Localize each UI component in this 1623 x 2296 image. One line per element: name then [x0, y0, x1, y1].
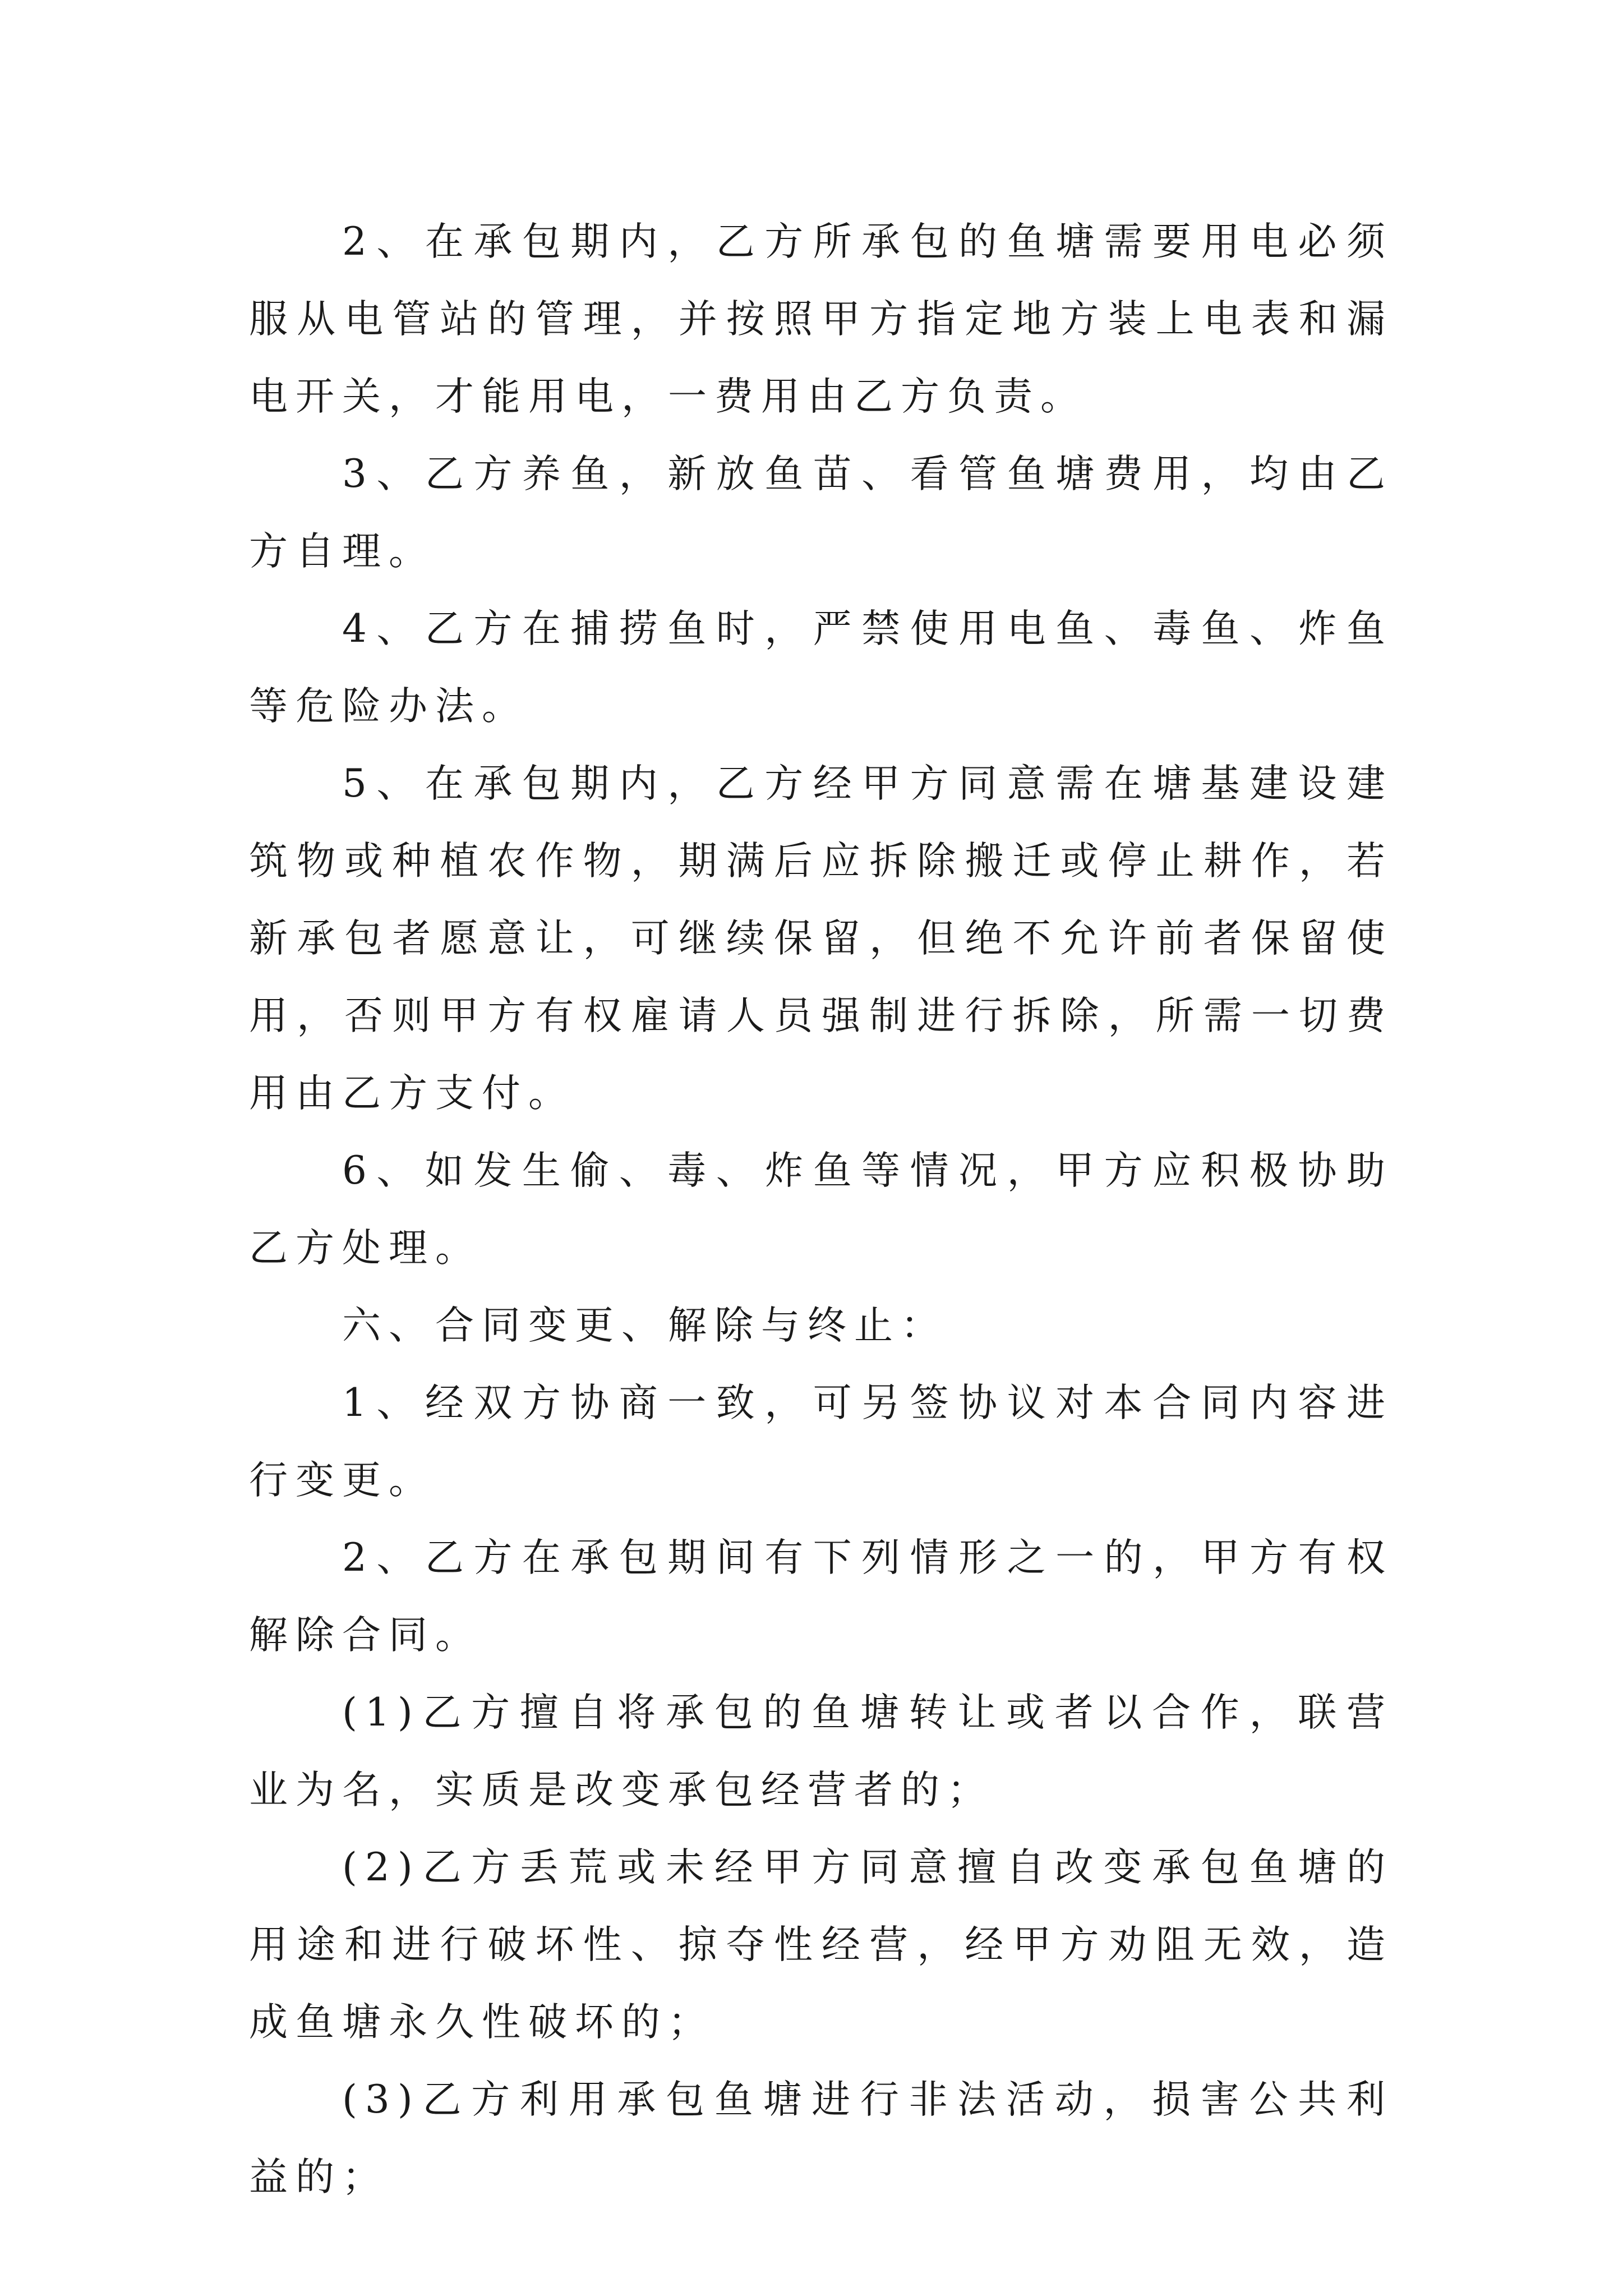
document-body — [249, 203, 1393, 2216]
clause-5-2-paragraph: 2、在承包期内，乙方所承包的鱼塘需要用电必须服从电管站的管理，并按照甲方指定地方装上电表和漏电开关，才能用电，一费用由乙方负责。 — [249, 219, 1393, 419]
clause-6-2-item-3: (3)乙方利用承包鱼塘进行非法活动，损害公共利益的； — [249, 2077, 1393, 2200]
clause-5-6-paragraph: 6、如发生偷、毒、炸鱼等情况，甲方应积极协助乙方处理。 — [249, 1148, 1393, 1271]
clause-6-2-paragraph: 2、乙方在承包期间有下列情形之一的，甲方有权解除合同。 — [249, 1535, 1393, 1658]
clause-5-3-paragraph: 3、乙方养鱼，新放鱼苗、看管鱼塘费用，均由乙方自理。 — [249, 452, 1393, 574]
clause-6-2-item-2: (2)乙方丢荒或未经甲方同意擅自改变承包鱼塘的用途和进行破坏性、掠夺性经营，经甲方劝阻无效，造成鱼塘永久性破坏的； — [249, 1845, 1393, 2045]
section-6-heading: 六、合同变更、解除与终止： — [342, 1303, 947, 1348]
clause-5-5-paragraph: 5、在承包期内，乙方经甲方同意需在塘基建设建筑物或种植农作物，期满后应拆除搬迁或停止耕作，若新承包者愿意让，可继续保留，但绝不允许前者保留使用，否则甲方有权雇请人员强制进行拆除，所需一切费用由乙方支付。 — [249, 761, 1393, 1116]
clause-5-4-paragraph: 4、乙方在捕捞鱼时，严禁使用电鱼、毒鱼、炸鱼等危险办法。 — [249, 606, 1393, 729]
clause-6-1-paragraph: 1、经双方协商一致，可另签协议对本合同内容进行变更。 — [249, 1381, 1393, 1503]
clause-6-2-item-1: (1)乙方擅自将承包的鱼塘转让或者以合作，联营业为名，实质是改变承包经营者的； — [249, 1690, 1393, 1812]
